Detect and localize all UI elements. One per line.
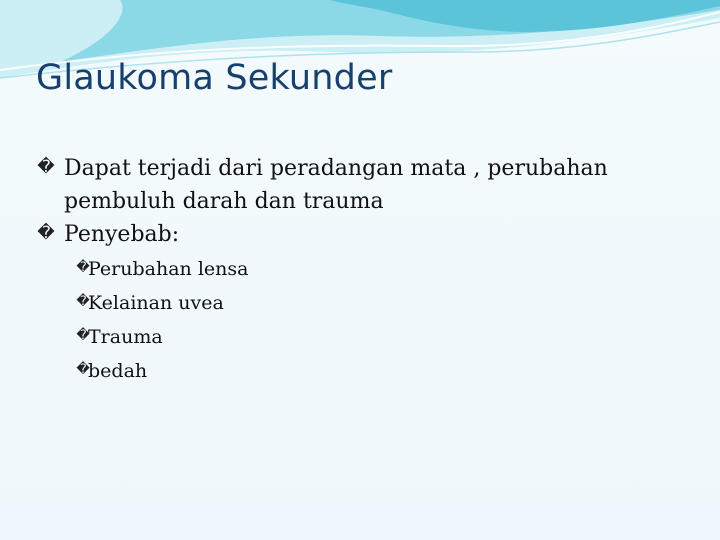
slide-title: Glaukoma Sekunder <box>36 58 393 98</box>
slide-content <box>36 152 676 388</box>
missing-glyph-icon <box>36 223 56 243</box>
sub-bullet-point <box>36 286 676 320</box>
sub-bullet-text: Kelainan uvea <box>88 292 224 314</box>
missing-glyph-icon <box>76 329 90 343</box>
sub-bullet-point <box>36 354 676 388</box>
sub-bullet-point <box>36 320 676 354</box>
sub-bullet-text: Perubahan lensa <box>88 258 249 280</box>
sub-bullet-text: Trauma <box>88 326 163 348</box>
missing-glyph-icon <box>76 261 90 275</box>
bullet-point <box>36 218 676 251</box>
bullet-point <box>36 152 676 218</box>
sub-bullet-point <box>36 252 676 286</box>
missing-glyph-icon <box>76 295 90 309</box>
sub-bullet-text: bedah <box>88 360 148 382</box>
bullet-text: Dapat terjadi dari peradangan mata , perubahan pembuluh darah dan trauma <box>64 156 608 214</box>
missing-glyph-icon <box>36 157 56 177</box>
bullet-text: Penyebab: <box>64 222 180 247</box>
missing-glyph-icon <box>76 363 90 377</box>
